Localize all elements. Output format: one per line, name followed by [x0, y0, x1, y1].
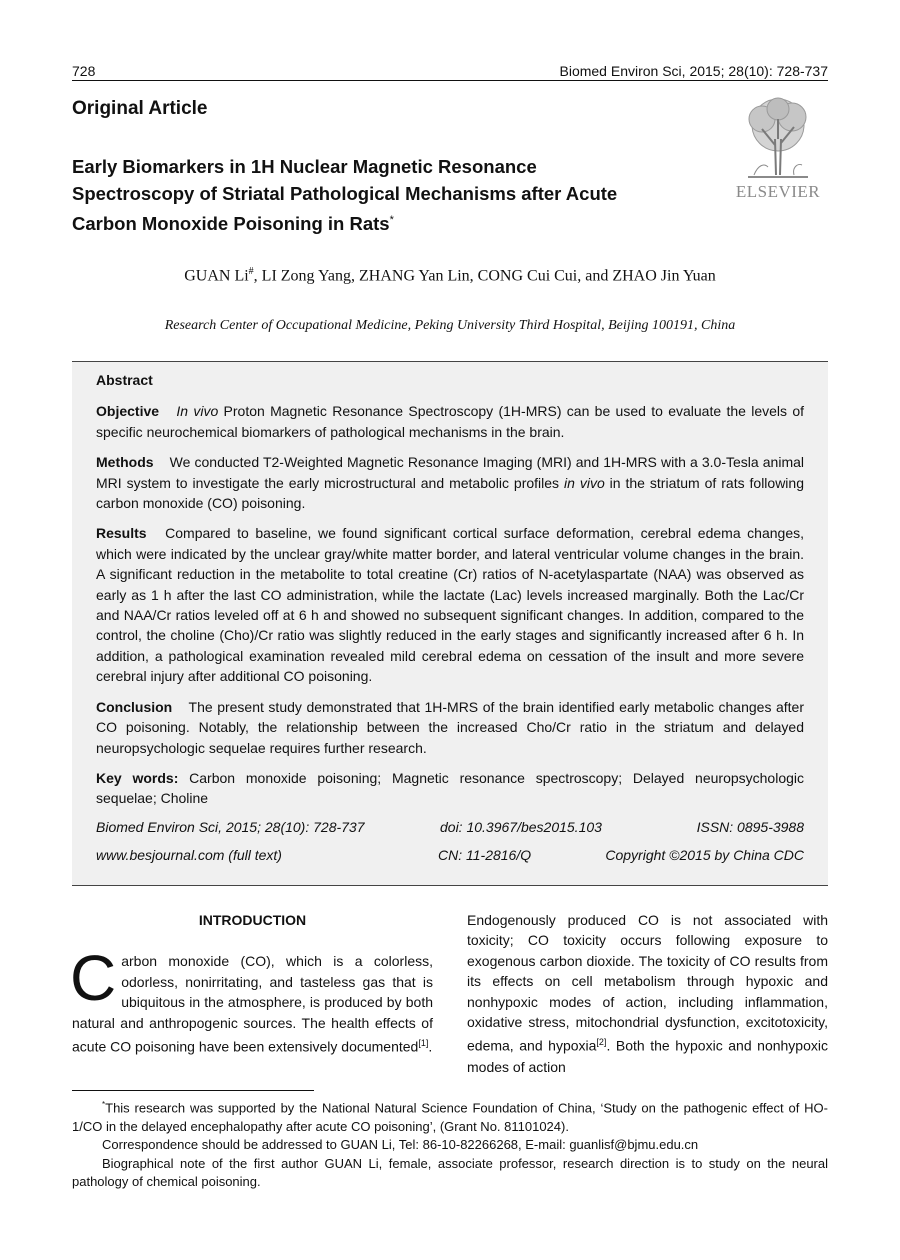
reference-1: [1] [418, 1038, 429, 1049]
author-list [0, 266, 900, 285]
article-title [72, 153, 632, 237]
article-title-text: Early Biomarkers in 1H Nuclear Magnetic Resonance Spectroscopy of Striatal Pathological Mechanisms after Acute Carbon Monoxide Poisoning in Rats [72, 156, 618, 235]
funding-text: This research was supported by the National Natural Science Foundation of China, ‘Study on the pathogenic effect of HO-1/CO in the delayed encephalopathy after acute CO poisoning’, (Grant No. 81101024). [72, 1100, 828, 1134]
citation: Biomed Environ Sci, 2015; 28(10): 728-737 [96, 818, 365, 835]
keywords-label: Key words: [96, 769, 179, 786]
abstract-methods [96, 452, 804, 513]
objective-label: Objective [96, 403, 160, 420]
first-author-mark: # [248, 266, 254, 277]
abstract-conclusion [96, 697, 804, 758]
introduction-left-text: arbon monoxide (CO), which is a colorless, odorless, nonirritating, and tasteless gas that is ubiquitous in the atmosphere, is produced by both natural and anthropogenic sources. The health effects of acute CO poisoning have been extensively documented [72, 953, 433, 1055]
introduction-left-column [72, 910, 433, 1057]
drop-cap: C [70, 942, 117, 1015]
footnotes [72, 1096, 828, 1192]
publisher-logo [728, 95, 828, 203]
introduction-right-end: . Both the hypoxic and nonhypoxic modes of action [467, 1038, 828, 1075]
abstract-meta-row-2 [96, 845, 804, 873]
copyright: Copyright ©2015 by China CDC [605, 846, 804, 863]
abstract-results [96, 523, 804, 686]
conclusion-text: The present study demonstrated that 1H-MRS of the brain identified early metabolic changes after CO poisoning. Notably, the relationship between the increased Cho/Cr ratio in the striatum and delayed neuropsychologic sequelae requires further research. [96, 698, 804, 756]
biography-footnote: Biographical note of the first author GUAN Li, female, associate professor, research direction is to study on the neural pathology of chemical poisoning. [72, 1155, 828, 1190]
funding-mark: * [102, 1100, 106, 1109]
header-rule [72, 80, 828, 81]
doi: doi: 10.3967/bes2015.103 [440, 818, 602, 835]
objective-text: Proton Magnetic Resonance Spectroscopy (1H-MRS) can be used to evaluate the levels of specific neurochemical biomarkers of pathological mechanisms in the brain. [96, 403, 804, 440]
introduction-left-end: . [428, 1038, 433, 1055]
footnote-rule [72, 1090, 314, 1091]
reference-2: [2] [596, 1037, 607, 1048]
journal-reference: Biomed Environ Sci, 2015; 28(10): 728-737 [559, 63, 828, 79]
keywords-text: Carbon monoxide poisoning; Magnetic resonance spectroscopy; Delayed neuropsychologic sequelae; Choline [96, 769, 805, 807]
introduction-paragraph [70, 942, 433, 1057]
article-kind: Original Article [72, 98, 208, 119]
conclusion-label: Conclusion [96, 698, 173, 715]
abstract-objective [96, 401, 804, 442]
funding-footnote [72, 1096, 828, 1136]
abstract-heading: Abstract [96, 372, 153, 388]
introduction-right-text: Endogenously produced CO is not associated with toxicity; CO toxicity occurs following exposure to exogenous carbon dioxide. The toxicity of CO results from its effects on cell metabolism through hypoxic and nonhypoxic modes of action, including inflammation, oxidative stress, mitochondrial dysfunction, excitotoxicity, edema, and hypoxia [467, 912, 828, 1055]
results-label: Results [96, 525, 147, 542]
abstract-box [72, 361, 828, 886]
first-author: GUAN Li [184, 267, 249, 285]
methods-text-a: We conducted T2-Weighted Magnetic Resonance Imaging (MRI) and 1H-MRS with a 3.0-Tesla animal MRI system to investigate the early microstructural and metabolic profiles [96, 454, 805, 491]
publisher-wordmark: ELSEVIER [735, 182, 821, 201]
page-number: 728 [72, 63, 96, 79]
objective-italic: In vivo [176, 403, 219, 420]
correspondence-footnote: Correspondence should be addressed to GUAN Li, Tel: 86-10-82266268, E-mail: guanlisf@bjmu.edu.cn [102, 1137, 699, 1153]
results-text: Compared to baseline, we found significant cortical surface deformation, cerebral edema changes, which were indicated by the unclear gray/white matter border, and lateral ventricular volume changes in the brain. A significant reduction in the metabolite to total creatine (Cr) ratios of N-acetylaspartate (NAA) was observed as early as 1 h after the last CO administration, while the lactate (Lac) levels increased marginally. Both the Lac/Cr and NAA/Cr ratios leveled off at 6 h and showed no subsequent significant changes. In addition, compared to the control, the choline (Cho)/Cr ratio was slightly reduced in the early stages and significantly increased after 6 h. In addition, a pathological examination revealed mild cerebral edema on cessation of the insult and more severe cerebral injury after additional CO poisoning. [96, 525, 804, 685]
affiliation: Research Center of Occupational Medicine, Peking University Third Hospital, Beijing 100191, China [164, 318, 736, 333]
methods-italic: in vivo [564, 474, 605, 491]
other-authors: , LI Zong Yang, ZHANG Yan Lin, CONG Cui Cui, and ZHAO Jin Yuan [253, 267, 716, 285]
methods-text-b: in the striatum of rats following carbon monoxide (CO) poisoning. [96, 474, 804, 512]
introduction-right-column [467, 910, 828, 1077]
elsevier-tree-icon [728, 95, 828, 181]
introduction-right-paragraph [467, 910, 828, 1077]
abstract-meta-row-1 [96, 817, 804, 845]
issn: ISSN: 0895-3988 [696, 818, 804, 835]
title-footnote-mark: * [389, 214, 394, 226]
abstract-keywords [96, 768, 804, 809]
cn-number: CN: 11-2816/Q [438, 846, 532, 863]
introduction-heading: INTRODUCTION [198, 912, 307, 928]
website: www.besjournal.com (full text) [96, 846, 282, 863]
methods-label: Methods [96, 454, 154, 471]
